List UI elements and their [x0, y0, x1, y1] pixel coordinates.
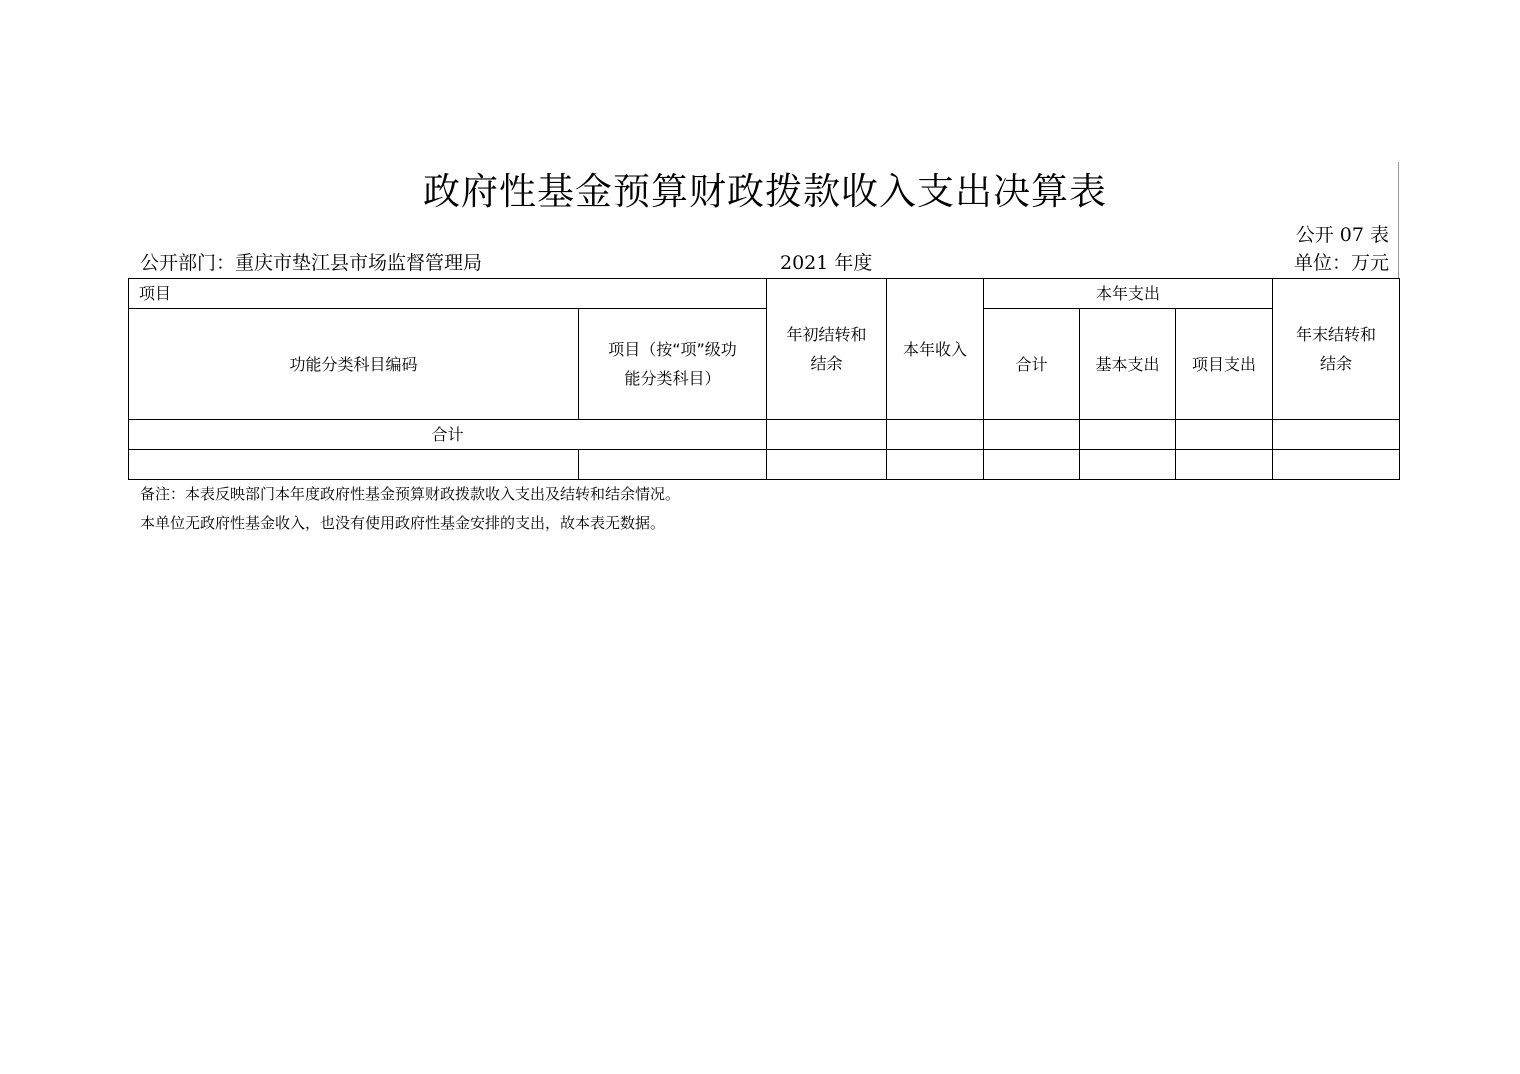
row-basic-cell	[1080, 450, 1176, 480]
header-expense-total: 合计	[984, 309, 1080, 420]
row-project-cell	[1176, 450, 1273, 480]
total-closing-cell	[1273, 420, 1400, 450]
total-income-cell	[887, 420, 984, 450]
total-basic-cell	[1080, 420, 1176, 450]
header-opening-line2: 结余	[810, 354, 843, 373]
header-item-name-line1: 项目（按“项”级功	[608, 340, 737, 359]
header-opening-line1: 年初结转和	[786, 325, 867, 344]
header-item-name	[579, 309, 767, 420]
fiscal-year: 2021 年度	[780, 252, 873, 274]
row-closing-cell	[1273, 450, 1400, 480]
header-closing-line1: 年末结转和	[1295, 325, 1376, 344]
budget-table	[128, 278, 1400, 480]
header-item-name-line2: 能分类科目）	[624, 369, 721, 388]
report-title: 政府性基金预算财政拨款收入支出决算表	[423, 170, 1107, 213]
footnote-no-data: 本单位无政府性基金收入，也没有使用政府性基金安排的支出，故本表无数据。	[140, 514, 666, 532]
header-closing-balance	[1273, 279, 1400, 420]
header-expense-group: 本年支出	[984, 279, 1273, 309]
form-number: 公开 07 表	[1295, 224, 1389, 246]
total-row-label: 合计	[129, 420, 767, 450]
row-code-cell	[129, 450, 579, 480]
total-project-cell	[1176, 420, 1273, 450]
footnote-remark: 备注：本表反映部门本年度政府性基金预算财政拨款收入支出及结转和结余情况。	[140, 485, 681, 503]
total-opening-cell	[767, 420, 887, 450]
header-income: 本年收入	[887, 279, 984, 420]
total-row	[129, 420, 1400, 450]
header-project-expense: 项目支出	[1176, 309, 1273, 420]
row-opening-cell	[767, 450, 887, 480]
row-name-cell	[579, 450, 767, 480]
unit-label: 单位：万元	[1293, 252, 1389, 274]
header-code: 功能分类科目编码	[129, 309, 579, 420]
total-expense-cell	[984, 420, 1080, 450]
header-item-group: 项目	[129, 279, 767, 309]
table-row	[129, 450, 1400, 480]
row-total-cell	[984, 450, 1080, 480]
header-opening-balance	[767, 279, 887, 420]
header-closing-line2: 结余	[1319, 354, 1352, 373]
header-basic-expense: 基本支出	[1080, 309, 1176, 420]
department-label: 公开部门：重庆市垫江县市场监督管理局	[140, 252, 483, 274]
row-income-cell	[887, 450, 984, 480]
